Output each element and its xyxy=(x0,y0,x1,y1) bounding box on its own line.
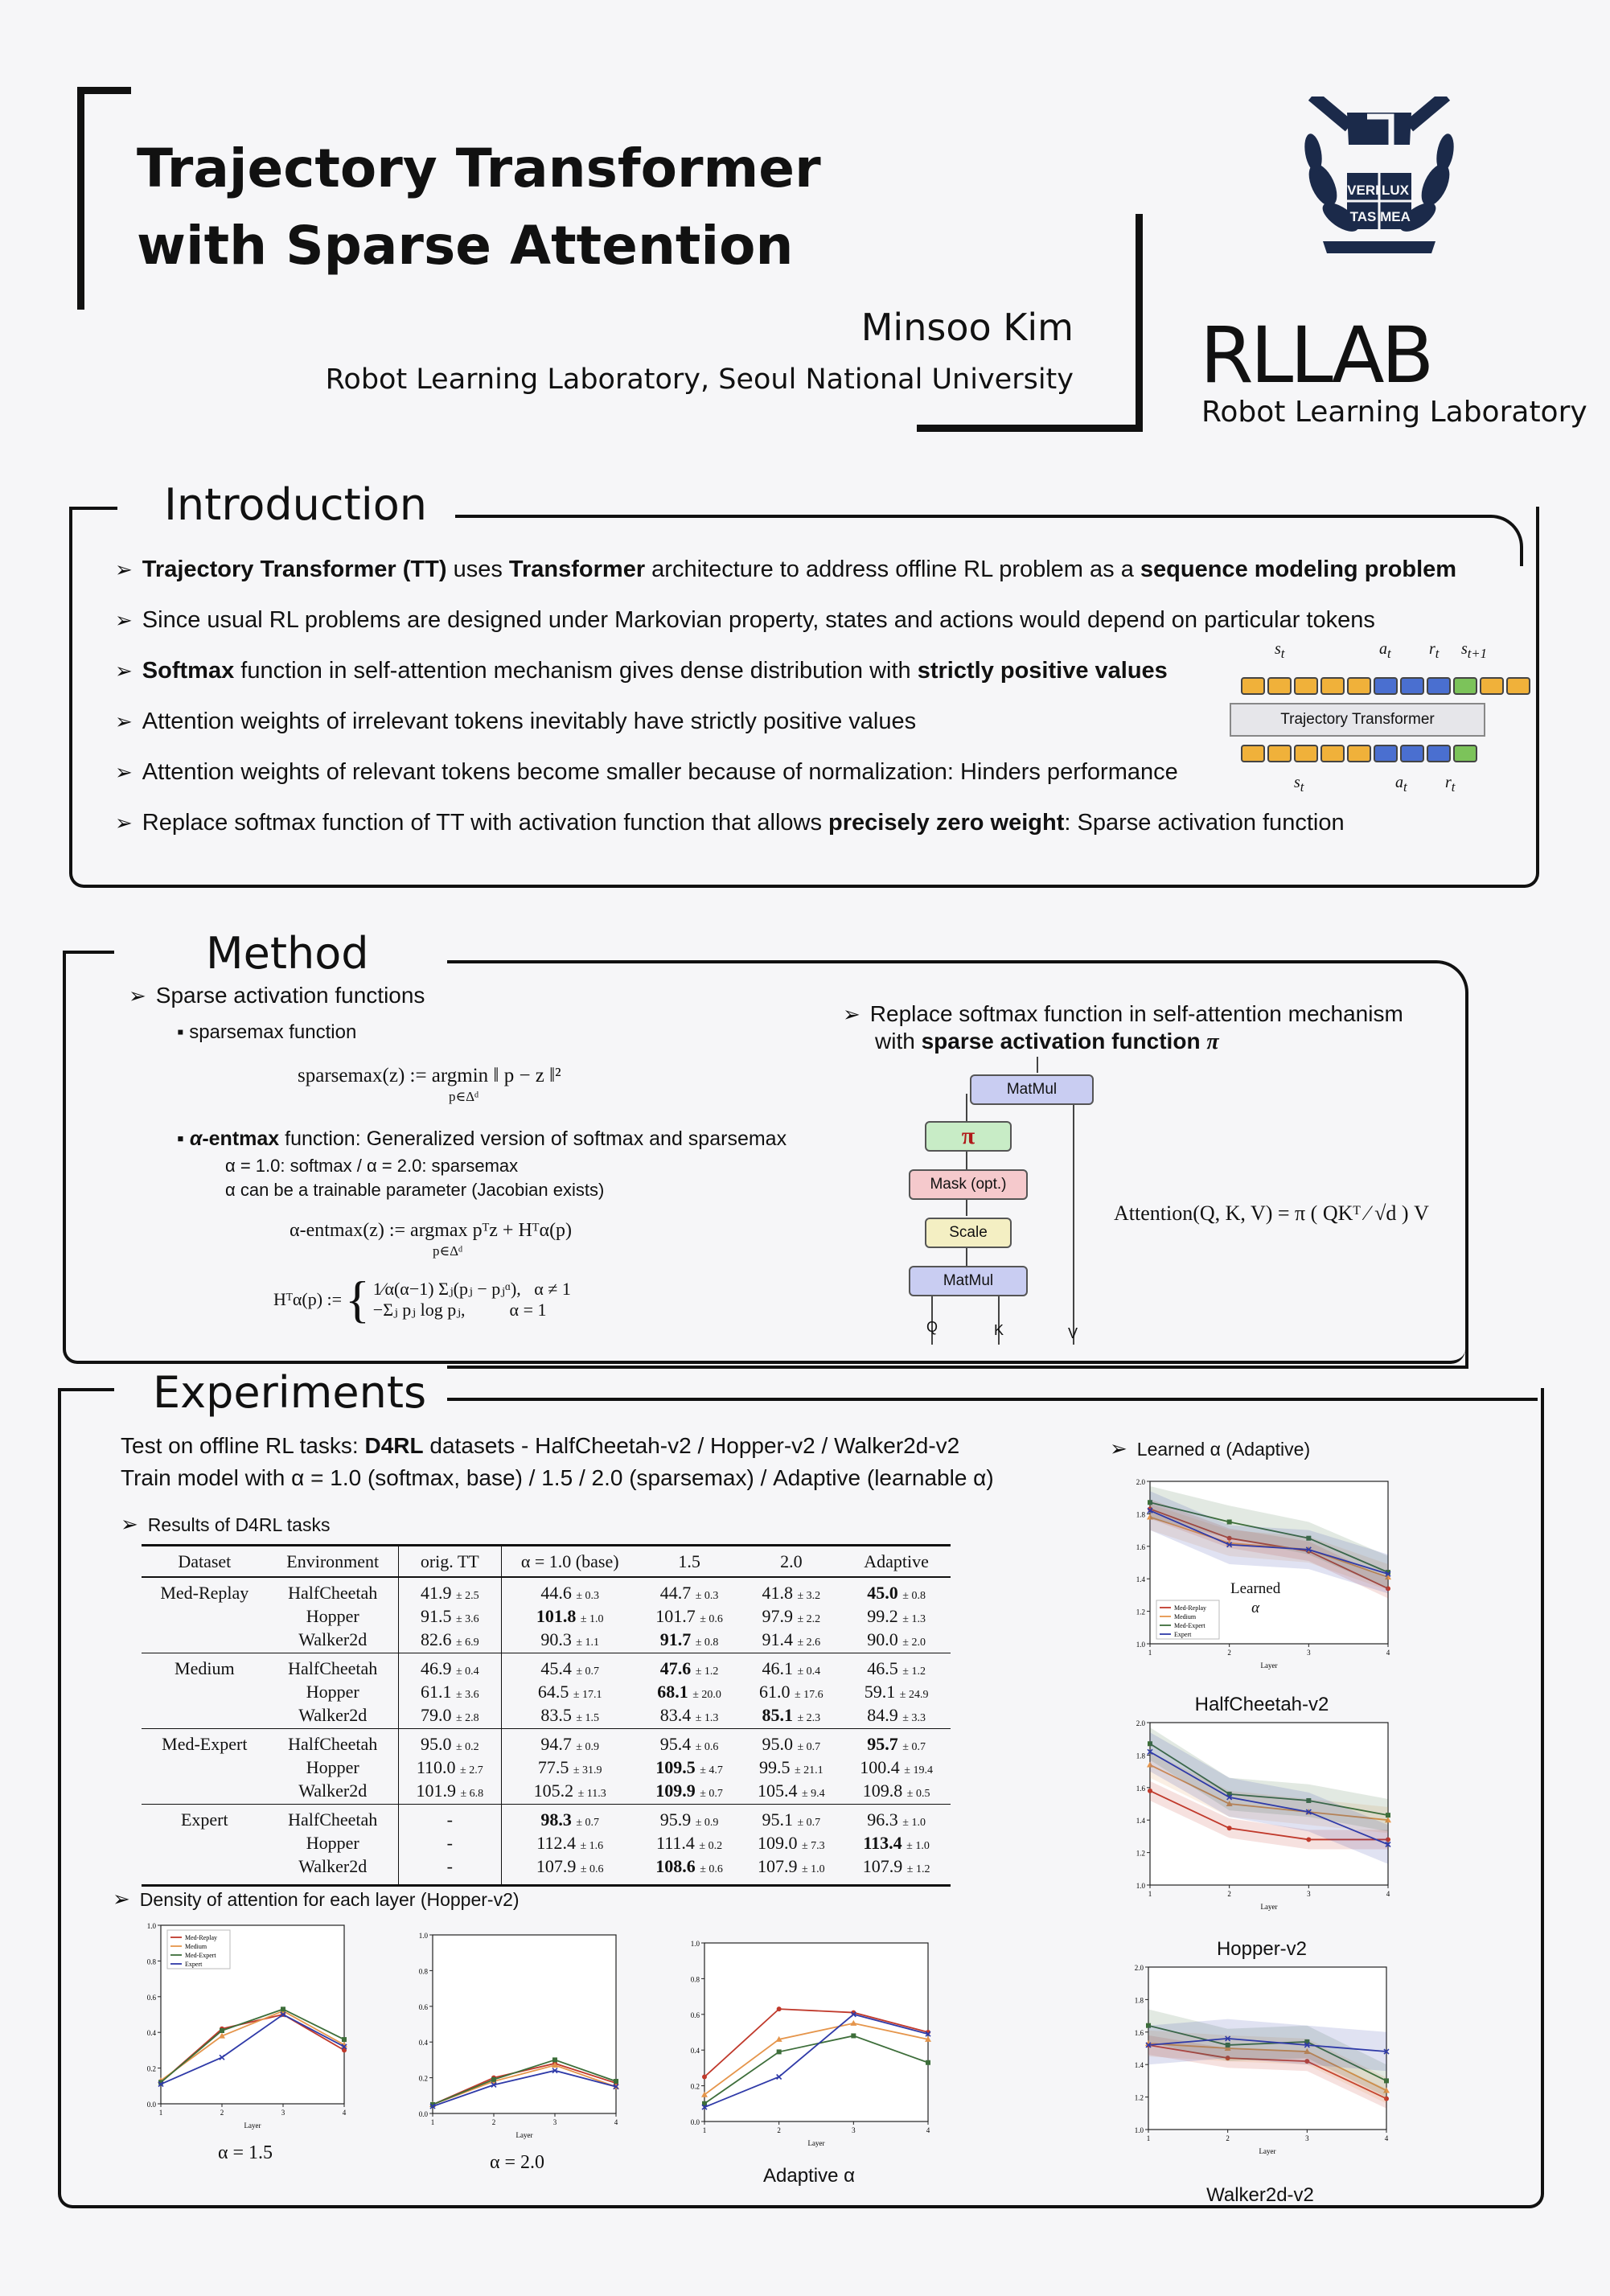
y-tick-label: 1.0 xyxy=(1134,2126,1144,2134)
intro-bullet-2: ➢ Since usual RL problems are designed under Markovian property, states and actions would depend on particular tokens xyxy=(115,607,1375,633)
sparsemax-formula: sparsemax(z) := argmin ‖ p − z ‖² xyxy=(298,1065,561,1086)
x-tick-label: 4 xyxy=(1386,1649,1390,1657)
y-tick-label: 1.6 xyxy=(1134,2028,1144,2037)
table-header: orig. TT xyxy=(398,1546,501,1578)
input-v: V xyxy=(1068,1325,1078,1341)
y-tick-label: 0.6 xyxy=(690,2011,700,2019)
value-cell: 91.5 ± 3.6 xyxy=(398,1606,501,1629)
experiments-line-1: Test on offline RL tasks: D4RL datasets - HalfCheetah-v2 / Hopper-v2 / Walker2d-v2 xyxy=(121,1433,960,1458)
label-rt-bottom: $r_t$ xyxy=(1445,774,1456,795)
value-cell: 99.5 ± 21.1 xyxy=(759,1757,823,1777)
x-tick-label: 2 xyxy=(777,2126,781,2134)
y-tick-label: 0.8 xyxy=(418,1967,428,1976)
value-cell: 45.0 ± 0.8 xyxy=(842,1577,951,1606)
dataset-cell: Expert xyxy=(142,1805,268,1834)
value-cell: 41.8 ± 3.2 xyxy=(740,1577,842,1606)
x-tick-label: 4 xyxy=(1384,2134,1389,2142)
x-tick-label: 2 xyxy=(1226,2134,1230,2142)
table-header: Adaptive xyxy=(842,1546,951,1578)
table-row xyxy=(142,1856,951,1886)
environment-cell: Walker2d xyxy=(268,1781,399,1805)
value-cell: 111.4 ± 0.2 xyxy=(656,1833,723,1853)
y-tick-label: 1.0 xyxy=(418,1932,428,1940)
method-left xyxy=(129,983,828,1328)
experiments-title: Experiments xyxy=(132,1367,447,1418)
value-cell: 90.3 ± 1.1 xyxy=(540,1629,600,1649)
table-header: Environment xyxy=(268,1546,399,1578)
sparse-heading: ➢ Sparse activation functions xyxy=(129,983,425,1008)
data-point xyxy=(1227,1520,1232,1525)
intro-bullet-3: ➢ Softmax function in self-attention mechanism gives dense distribution with strictly positive values xyxy=(115,658,1168,684)
entmax-item-1: α = 1.0: softmax / α = 2.0: sparsemax xyxy=(225,1156,519,1176)
x-tick-label: 2 xyxy=(220,2109,224,2117)
y-tick-label: 0.6 xyxy=(418,2002,428,2011)
arrow-icon: ➢ xyxy=(843,1002,860,1026)
data-point xyxy=(614,2079,618,2084)
chart-svg xyxy=(680,1938,938,2150)
value-cell: 109.8 ± 0.5 xyxy=(862,1781,930,1801)
intro-box-top-left xyxy=(69,507,117,510)
y-tick-label: 1.8 xyxy=(1136,1510,1145,1519)
data-point xyxy=(702,2075,707,2080)
value-cell: 64.5 ± 17.1 xyxy=(537,1682,602,1702)
x-tick-label: 1 xyxy=(430,2118,435,2126)
value-cell: 61.1 ± 3.6 xyxy=(398,1682,501,1705)
data-point xyxy=(1386,1813,1390,1817)
value-cell: 46.5 ± 1.2 xyxy=(842,1653,951,1682)
chart-density-2 xyxy=(409,1930,626,2142)
value-cell: 110.0 ± 2.7 xyxy=(398,1757,501,1781)
arrow-icon: ➢ xyxy=(115,760,133,784)
chart-title-walker2d: Walker2d-v2 xyxy=(1206,2184,1314,2206)
data-point xyxy=(777,2049,782,2054)
value-cell: 47.6 ± 1.2 xyxy=(639,1653,741,1682)
emblem-text-1: VERI xyxy=(1347,183,1379,198)
learned-heading: ➢ Learned α (Adaptive) xyxy=(1110,1436,1311,1460)
value-cell: 82.6 ± 6.9 xyxy=(398,1629,501,1653)
x-tick-label: 2 xyxy=(1227,1890,1231,1898)
arrow-icon: ➢ xyxy=(115,811,133,835)
environment-cell: Hopper xyxy=(268,1682,399,1705)
value-cell: 105.4 ± 9.4 xyxy=(758,1781,825,1801)
chart-svg xyxy=(1126,1477,1398,1673)
chart-title-alpha-20: α = 2.0 xyxy=(489,2152,545,2173)
author: Minsoo Kim xyxy=(860,306,1074,349)
value-cell: 41.9 ± 2.5 xyxy=(398,1577,501,1606)
table-header: α = 1.0 (base) xyxy=(501,1546,638,1578)
legend-label: Med-Replay xyxy=(1174,1604,1206,1612)
input-q: Q xyxy=(926,1319,938,1335)
emblem-text-4: MEA xyxy=(1380,209,1411,224)
value-cell: 44.7 ± 0.3 xyxy=(639,1577,741,1606)
value-cell: 100.4 ± 19.4 xyxy=(860,1757,933,1777)
entmax-label: ▪ α-entmax function: Generalized version of softmax and sparsemax xyxy=(177,1127,787,1150)
dataset-cell xyxy=(142,1629,268,1653)
y-tick-label: 0.8 xyxy=(690,1975,700,1984)
experiments-intro xyxy=(121,1430,994,1494)
mask-box: Mask (opt.) xyxy=(909,1169,1028,1200)
environment-cell: HalfCheetah xyxy=(268,1653,399,1682)
label-st1-top: $s_{t+1}$ xyxy=(1461,640,1487,661)
legend-label: Medium xyxy=(1174,1613,1197,1620)
y-tick-label: 0.4 xyxy=(146,2029,156,2038)
value-cell: 113.4 ± 1.0 xyxy=(863,1833,930,1853)
x-tick-label: 4 xyxy=(926,2126,930,2134)
results-heading: ➢ Results of D4RL tasks xyxy=(121,1512,331,1536)
legend-label: Medium xyxy=(185,1943,207,1950)
dataset-cell xyxy=(142,1833,268,1856)
arrow-icon: ➢ xyxy=(129,984,146,1008)
method-right-heading: ➢ Replace softmax function in self-attention mechanism with sparse activation function π xyxy=(843,1001,1403,1054)
table-header: 2.0 xyxy=(740,1546,842,1578)
entmax-formula: α-entmax(z) := argmax pᵀz + Hᵀα(p) xyxy=(290,1220,573,1241)
environment-cell: Walker2d xyxy=(268,1705,399,1729)
tokens-top xyxy=(1241,677,1533,699)
y-tick-label: 0.2 xyxy=(418,2074,428,2083)
x-tick-label: 1 xyxy=(158,2109,163,2117)
input-k: K xyxy=(994,1322,1004,1338)
x-tick-label: 1 xyxy=(702,2126,707,2134)
y-tick-label: 0.6 xyxy=(146,1993,156,2002)
intro-bullet-4: ➢ Attention weights of irrelevant tokens inevitably have strictly positive values xyxy=(115,709,917,734)
dataset-cell: Med-Replay xyxy=(142,1577,268,1606)
emblem-text-3: TAS xyxy=(1349,209,1377,224)
arrow-icon: ➢ xyxy=(121,1512,138,1536)
value-cell: 101.7 ± 0.6 xyxy=(655,1606,723,1626)
y-tick-label: 2.0 xyxy=(1136,1478,1145,1486)
x-tick-label: 4 xyxy=(1386,1890,1390,1898)
value-cell: 101.9 ± 6.8 xyxy=(398,1781,501,1805)
environment-cell: Walker2d xyxy=(268,1856,399,1886)
experiments-box-top-left xyxy=(58,1388,114,1391)
table-row xyxy=(142,1705,951,1729)
data-point xyxy=(220,2028,224,2033)
y-tick-label: 1.8 xyxy=(1134,1996,1144,2005)
results-table-wrap xyxy=(142,1544,951,1887)
x-axis-label: Layer xyxy=(807,2139,825,2147)
table-row xyxy=(142,1833,951,1856)
environment-cell: HalfCheetah xyxy=(268,1805,399,1834)
value-cell: 83.4 ± 1.3 xyxy=(659,1705,719,1725)
value-cell: 79.0 ± 2.8 xyxy=(398,1705,501,1729)
dataset-cell xyxy=(142,1856,268,1886)
legend-label: Med-Expert xyxy=(185,1952,216,1959)
y-tick-label: 0.2 xyxy=(146,2064,156,2073)
chart-learned-hopper xyxy=(1126,1718,1398,1914)
table-header: 1.5 xyxy=(639,1546,741,1578)
value-cell: 107.9 ± 1.2 xyxy=(842,1856,951,1886)
intro-bullet-5: ➢ Attention weights of relevant tokens become smaller because of normalization: Hinders performance xyxy=(115,759,1178,785)
chart-svg xyxy=(137,1920,354,2133)
dataset-cell xyxy=(142,1757,268,1781)
data-point xyxy=(552,2057,557,2062)
y-tick-label: 1.2 xyxy=(1134,2093,1144,2102)
value-cell: 96.3 ± 1.0 xyxy=(842,1805,951,1834)
data-point xyxy=(926,2060,930,2065)
dataset-cell xyxy=(142,1682,268,1705)
matmul-top-box: MatMul xyxy=(970,1074,1094,1105)
environment-cell: Walker2d xyxy=(268,1629,399,1653)
arrow-icon: ➢ xyxy=(115,557,133,581)
chart-learned-halfcheetah xyxy=(1126,1477,1398,1673)
environment-cell: Hopper xyxy=(268,1757,399,1781)
chart-density-1 xyxy=(137,1920,354,2133)
data-point xyxy=(1227,1826,1232,1830)
value-cell: 109.9 ± 0.7 xyxy=(655,1781,723,1801)
value-cell: 90.0 ± 2.0 xyxy=(867,1629,926,1649)
method-box-top-left xyxy=(63,951,114,954)
legend-label: Med-Replay xyxy=(185,1934,217,1941)
value-cell: 46.1 ± 0.4 xyxy=(740,1653,842,1682)
affiliation: Robot Learning Laboratory, Seoul National University xyxy=(325,363,1074,396)
arrow-icon: ➢ xyxy=(113,1887,130,1911)
sparsemax-label: ▪ sparsemax function xyxy=(177,1021,357,1043)
value-cell: 45.4 ± 0.7 xyxy=(501,1653,638,1682)
chart-svg xyxy=(1126,1718,1398,1914)
x-axis-label: Layer xyxy=(244,2121,261,2130)
data-point xyxy=(491,2077,496,2082)
intro-bullet-6: ➢ Replace softmax function of TT with activation function that allows precisely zero weight: Sparse activation function xyxy=(115,810,1345,836)
x-tick-label: 4 xyxy=(342,2109,347,2117)
scale-box: Scale xyxy=(925,1218,1012,1248)
tt-label-box: Trajectory Transformer xyxy=(1230,703,1485,737)
y-tick-label: 1.8 xyxy=(1136,1752,1145,1760)
tokens-bottom xyxy=(1241,745,1480,766)
dataset-cell: Med-Expert xyxy=(142,1729,268,1758)
value-cell: - xyxy=(398,1833,501,1856)
value-cell: 59.1 ± 24.9 xyxy=(864,1682,929,1702)
chart-title-alpha-15: α = 1.5 xyxy=(217,2142,273,2163)
value-cell: 94.7 ± 0.9 xyxy=(501,1729,638,1758)
table-row xyxy=(142,1653,951,1682)
dataset-cell xyxy=(142,1606,268,1629)
x-tick-label: 1 xyxy=(1146,2134,1151,2142)
y-tick-label: 1.6 xyxy=(1136,1542,1145,1551)
method-title: Method xyxy=(185,928,390,979)
x-tick-label: 1 xyxy=(1148,1649,1152,1657)
value-cell: 109.5 ± 4.7 xyxy=(655,1757,723,1777)
sparsemax-subscript: p∈Δᵈ xyxy=(449,1089,479,1104)
chart-svg xyxy=(1124,1962,1396,2158)
value-cell: 112.4 ± 1.6 xyxy=(536,1833,604,1853)
value-cell: 97.9 ± 2.2 xyxy=(762,1606,821,1626)
x-tick-label: 2 xyxy=(1227,1649,1231,1657)
value-cell: 95.0 ± 0.2 xyxy=(398,1729,501,1758)
title-line-2: with Sparse Attention xyxy=(137,215,794,277)
table-row xyxy=(142,1577,951,1606)
attention-flow xyxy=(893,1055,1102,1353)
x-tick-label: 2 xyxy=(491,2118,496,2126)
lab-logo: RLLAB xyxy=(1200,310,1431,400)
table-row xyxy=(142,1606,951,1629)
matmul-bottom-box: MatMul xyxy=(909,1266,1028,1296)
y-tick-label: 1.0 xyxy=(146,1922,156,1930)
table-row xyxy=(142,1729,951,1758)
table-row xyxy=(142,1781,951,1805)
value-cell: 61.0 ± 17.6 xyxy=(759,1682,823,1702)
y-tick-label: 1.0 xyxy=(1136,1641,1145,1649)
value-cell: 107.9 ± 0.6 xyxy=(501,1856,638,1886)
table-row xyxy=(142,1682,951,1705)
y-tick-label: 0.4 xyxy=(418,2039,428,2048)
pi-box: π xyxy=(925,1121,1012,1152)
value-cell: 95.7 ± 0.7 xyxy=(842,1729,951,1758)
title-line-1: Trajectory Transformer xyxy=(137,138,821,199)
title-bracket-left xyxy=(77,87,131,310)
value-cell: 95.9 ± 0.9 xyxy=(639,1805,741,1834)
value-cell: 95.1 ± 0.7 xyxy=(740,1805,842,1834)
value-cell: 95.0 ± 0.7 xyxy=(740,1729,842,1758)
x-tick-label: 3 xyxy=(281,2109,285,2117)
data-point xyxy=(1148,1789,1152,1793)
environment-cell: Hopper xyxy=(268,1833,399,1856)
table-header: Dataset xyxy=(142,1546,268,1578)
dataset-cell xyxy=(142,1705,268,1729)
y-tick-label: 1.4 xyxy=(1136,1575,1145,1584)
value-cell: 68.1 ± 20.0 xyxy=(657,1682,721,1702)
legend-label: Expert xyxy=(1174,1631,1192,1638)
value-cell: 46.9 ± 0.4 xyxy=(398,1653,501,1682)
value-cell: 109.0 ± 7.3 xyxy=(758,1833,825,1853)
value-cell: 99.2 ± 1.3 xyxy=(867,1606,926,1626)
y-tick-label: 0.2 xyxy=(690,2082,700,2091)
data-point xyxy=(281,2006,285,2011)
value-cell: 91.7 ± 0.8 xyxy=(659,1629,719,1649)
label-at-bottom: $a_t$ xyxy=(1395,774,1407,795)
attention-formula: Attention(Q, K, V) = π ( QKᵀ ⁄ √d ) V xyxy=(1114,1201,1429,1225)
x-axis-label: Layer xyxy=(1260,1661,1278,1670)
x-tick-label: 3 xyxy=(1307,1890,1311,1898)
dataset-cell: Medium xyxy=(142,1653,268,1682)
environment-cell: Hopper xyxy=(268,1606,399,1629)
data-point xyxy=(1306,1837,1311,1842)
y-tick-label: 1.0 xyxy=(690,1940,700,1948)
label-at-top: $a_t$ xyxy=(1379,640,1391,661)
chart-svg xyxy=(409,1930,626,2142)
density-heading: ➢ Density of attention for each layer (Hopper-v2) xyxy=(113,1887,520,1911)
value-cell: - xyxy=(398,1805,501,1834)
arrow-icon: ➢ xyxy=(1110,1436,1127,1460)
value-cell: 107.9 ± 1.0 xyxy=(740,1856,842,1886)
x-tick-label: 3 xyxy=(1307,1649,1311,1657)
table-row xyxy=(142,1629,951,1653)
x-tick-label: 3 xyxy=(1305,2134,1309,2142)
chart-learned-walker2d xyxy=(1124,1962,1396,2158)
value-cell: 85.1 ± 2.3 xyxy=(762,1705,821,1725)
intro-title: Introduction xyxy=(143,479,448,530)
value-cell: 105.2 ± 11.3 xyxy=(533,1781,606,1801)
poster-title xyxy=(137,130,821,285)
y-tick-label: 0.0 xyxy=(146,2101,156,2109)
y-tick-label: 1.6 xyxy=(1136,1784,1145,1793)
arrow-icon: ➢ xyxy=(115,709,133,733)
emblem-text-2: LUX xyxy=(1382,183,1409,198)
chart-title-hopper: Hopper-v2 xyxy=(1216,1938,1308,1960)
intro-bullet-1: ➢ Trajectory Transformer (TT) uses Transformer architecture to address offline RL problem as a sequence modeling problem xyxy=(115,557,1457,582)
legend-label: Expert xyxy=(185,1961,203,1968)
label-st-bottom: $s_t$ xyxy=(1294,774,1304,795)
value-cell: 91.4 ± 2.6 xyxy=(762,1629,821,1649)
value-cell: 98.3 ± 0.7 xyxy=(501,1805,638,1834)
y-tick-label: 0.0 xyxy=(690,2118,700,2126)
university-emblem xyxy=(1291,97,1468,265)
data-point xyxy=(1384,2078,1389,2083)
y-tick-label: 2.0 xyxy=(1136,1719,1145,1727)
environment-cell: HalfCheetah xyxy=(268,1577,399,1606)
y-tick-label: 1.4 xyxy=(1136,1817,1145,1826)
chart-title-halfcheetah: HalfCheetah-v2 xyxy=(1194,1694,1329,1715)
value-cell: 108.6 ± 0.6 xyxy=(639,1856,741,1886)
data-point xyxy=(851,2033,856,2038)
legend-label: Med-Expert xyxy=(1174,1622,1205,1629)
value-cell: 77.5 ± 31.9 xyxy=(537,1757,602,1777)
x-tick-label: 1 xyxy=(1148,1890,1152,1898)
data-point xyxy=(777,2006,782,2011)
y-tick-label: 1.4 xyxy=(1134,2061,1144,2070)
dataset-cell xyxy=(142,1781,268,1805)
environment-cell: HalfCheetah xyxy=(268,1729,399,1758)
x-axis-label: Layer xyxy=(1260,1903,1278,1911)
lab-name: Robot Learning Laboratory xyxy=(1201,396,1587,429)
experiments-line-2: Train model with α = 1.0 (softmax, base) / 1.5 / 2.0 (sparsemax) / Adaptive (learnable α) xyxy=(121,1465,994,1490)
h-formula: Hᵀα(p) := { 1⁄α(α−1) Σⱼ(pⱼ − pⱼᵅ), α ≠ 1 −Σⱼ pⱼ log pⱼ, α = 1 xyxy=(273,1271,571,1328)
x-tick-label: 3 xyxy=(552,2118,557,2126)
value-cell: 101.8 ± 1.0 xyxy=(536,1606,604,1626)
x-tick-label: 3 xyxy=(852,2126,856,2134)
y-tick-label: 1.2 xyxy=(1136,1849,1145,1858)
brace-icon: { xyxy=(345,1271,370,1328)
tt-diagram xyxy=(1226,640,1508,801)
arrow-icon: ➢ xyxy=(115,608,133,632)
value-cell: 83.5 ± 1.5 xyxy=(540,1705,600,1725)
learned-annotation: Learned α xyxy=(1230,1580,1281,1616)
y-tick-label: 1.2 xyxy=(1136,1608,1145,1616)
value-cell: 44.6 ± 0.3 xyxy=(501,1577,638,1606)
x-tick-label: 4 xyxy=(614,2118,618,2126)
experiments-box-top-right xyxy=(441,1398,1538,1401)
results-table xyxy=(142,1544,951,1887)
value-cell: - xyxy=(398,1856,501,1886)
table-header-row xyxy=(142,1546,951,1578)
table-row xyxy=(142,1757,951,1781)
value-cell: 84.9 ± 3.3 xyxy=(867,1705,926,1725)
y-tick-label: 0.0 xyxy=(418,2110,428,2118)
x-axis-label: Layer xyxy=(1259,2147,1276,2155)
table-row xyxy=(142,1805,951,1834)
entmax-item-2: α can be a trainable parameter (Jacobian exists) xyxy=(225,1180,605,1200)
entmax-subscript: p∈Δᵈ xyxy=(433,1243,463,1259)
label-st-top: $s_t$ xyxy=(1275,640,1285,661)
y-tick-label: 2.0 xyxy=(1134,1964,1144,1972)
value-cell: 95.4 ± 0.6 xyxy=(639,1729,741,1758)
data-point xyxy=(342,2037,347,2042)
arrow-icon: ➢ xyxy=(115,659,133,683)
y-tick-label: 0.4 xyxy=(690,2047,700,2056)
x-axis-label: Layer xyxy=(515,2131,533,2139)
chart-density-3 xyxy=(680,1938,938,2150)
y-tick-label: 0.8 xyxy=(146,1957,156,1966)
y-tick-label: 1.0 xyxy=(1136,1882,1145,1890)
plot-frame xyxy=(433,1935,616,2113)
chart-title-adaptive: Adaptive α xyxy=(763,2165,855,2187)
label-rt-top: $r_t$ xyxy=(1429,640,1440,661)
